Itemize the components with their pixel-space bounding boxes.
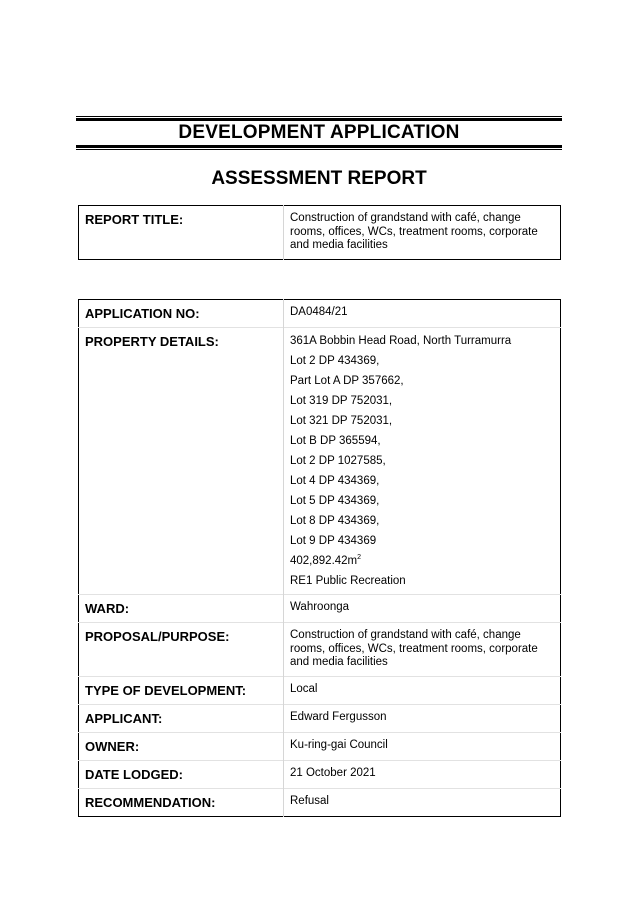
ward-row [79, 595, 561, 623]
property-area-value: 402,892.42m [290, 555, 358, 567]
date-lodged-label: DATE LODGED: [79, 760, 284, 788]
property-details-value [284, 328, 561, 595]
property-lot-line: Lot 2 DP 434369, [290, 355, 380, 367]
application-details-table [78, 299, 561, 817]
property-lot-line: Lot 9 DP 434369 [290, 535, 377, 547]
proposal-row [79, 623, 561, 677]
owner-label: OWNER: [79, 732, 284, 760]
property-lot-line: Lot 319 DP 752031, [290, 395, 393, 407]
property-lot-line: Lot 8 DP 434369, [290, 515, 380, 527]
property-area-unit-superscript: 2 [357, 554, 362, 562]
applicant-row [79, 704, 561, 732]
document-title: DEVELOPMENT APPLICATION [178, 122, 460, 143]
property-lot-line: Lot 4 DP 434369, [290, 475, 380, 487]
proposal-value: Construction of grandstand with café, change rooms, offices, WCs, treatment rooms, corporate and media facilities [284, 623, 561, 677]
document-subtitle: ASSESSMENT REPORT [211, 168, 427, 189]
property-address: 361A Bobbin Head Road, North Turramurra [290, 335, 512, 347]
property-lot-line: Part Lot A DP 357662, [290, 375, 404, 387]
report-title-table [78, 205, 561, 260]
recommendation-value: Refusal [284, 788, 561, 816]
proposal-label: PROPOSAL/PURPOSE: [79, 623, 284, 677]
property-lot-line: Lot 321 DP 752031, [290, 415, 393, 427]
date-lodged-row [79, 760, 561, 788]
property-lot-line: Lot 5 DP 434369, [290, 495, 380, 507]
type-of-development-value: Local [284, 676, 561, 704]
title-rule-top-thick [76, 118, 562, 121]
recommendation-row [79, 788, 561, 816]
property-details-label: PROPERTY DETAILS: [79, 328, 284, 595]
type-of-development-label: TYPE OF DEVELOPMENT: [79, 676, 284, 704]
ward-value: Wahroonga [284, 595, 561, 623]
property-zoning: RE1 Public Recreation [290, 575, 406, 587]
title-rule-bottom-thick [76, 145, 562, 148]
applicant-value: Edward Fergusson [284, 704, 561, 732]
property-area [290, 554, 554, 574]
property-lot-line: Lot 2 DP 1027585, [290, 455, 386, 467]
date-lodged-value: 21 October 2021 [284, 760, 561, 788]
owner-value: Ku-ring-gai Council [284, 732, 561, 760]
report-title-value: Construction of grandstand with café, change rooms, offices, WCs, treatment rooms, corporate and media facilities [290, 212, 538, 251]
title-rule-top-thin [76, 116, 562, 117]
applicant-label: APPLICANT: [79, 704, 284, 732]
owner-row [79, 732, 561, 760]
property-details-row [79, 328, 561, 595]
property-lot-line: Lot B DP 365594, [290, 435, 381, 447]
report-title-label: REPORT TITLE: [79, 206, 284, 260]
type-of-development-row [79, 676, 561, 704]
title-rule-bottom-thin [76, 149, 562, 150]
application-no-row [79, 300, 561, 328]
ward-label: WARD: [79, 595, 284, 623]
application-no-label: APPLICATION NO: [79, 300, 284, 328]
report-title-row [79, 206, 561, 260]
application-no-value: DA0484/21 [290, 306, 348, 318]
recommendation-label: RECOMMENDATION: [79, 788, 284, 816]
